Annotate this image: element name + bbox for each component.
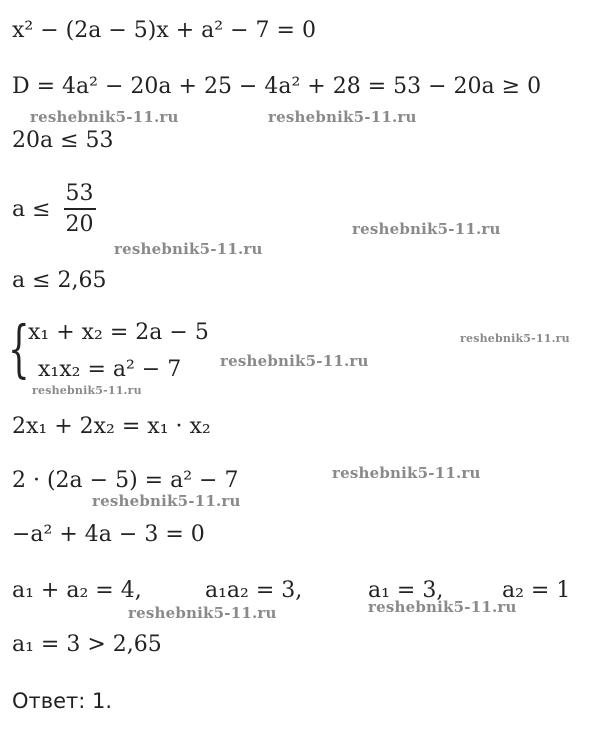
watermark: reshebnik5-11.ru — [268, 108, 417, 126]
vieta-sum: a₁ + a₂ = 4, — [12, 578, 142, 603]
conclusion-inequality: a₁ = 3 > 2,65 — [12, 632, 162, 657]
watermark: reshebnik5-11.ru — [92, 492, 241, 510]
equation-reduced: −a² + 4a − 3 = 0 — [12, 522, 205, 547]
fraction-numerator: 53 — [64, 180, 96, 210]
inequality-fraction — [12, 180, 96, 240]
root-a2: a₂ = 1 — [502, 578, 571, 603]
watermark: reshebnik5-11.ru — [114, 240, 263, 258]
watermark: reshebnik5-11.ru — [128, 604, 277, 622]
watermark: reshebnik5-11.ru — [332, 464, 481, 482]
fraction-denominator: 20 — [65, 212, 94, 237]
system-brace: { — [8, 312, 30, 385]
watermark: reshebnik5-11.ru — [352, 220, 501, 238]
vieta-product: a₁a₂ = 3, — [205, 578, 303, 603]
watermark: reshebnik5-11.ru — [220, 352, 369, 370]
fraction — [64, 180, 96, 240]
system-equation-1: x₁ + x₂ = 2a − 5 — [28, 320, 209, 345]
equation-discriminant: D = 4a² − 20a + 25 − 4a² + 28 = 53 − 20a ≥ 0 — [12, 74, 542, 99]
watermark: reshebnik5-11.ru — [30, 108, 179, 126]
fraction-lhs: a ≤ — [12, 197, 51, 222]
watermark: reshebnik5-11.ru — [460, 332, 570, 345]
watermark: reshebnik5-11.ru — [32, 384, 142, 397]
root-a1: a₁ = 3, — [368, 578, 444, 603]
equation-quadratic: x² − (2a − 5)x + a² − 7 = 0 — [12, 18, 316, 43]
equation-substituted: 2 · (2a − 5) = a² − 7 — [12, 468, 239, 493]
inequality-decimal: a ≤ 2,65 — [12, 268, 107, 293]
watermark: reshebnik5-11.ru — [368, 598, 517, 616]
system-equation-2: x₁x₂ = a² − 7 — [38, 357, 182, 382]
equation-sum-product: 2x₁ + 2x₂ = x₁ · x₂ — [12, 414, 211, 439]
answer-text: Ответ: 1. — [12, 689, 113, 713]
inequality-20a: 20a ≤ 53 — [12, 128, 114, 153]
